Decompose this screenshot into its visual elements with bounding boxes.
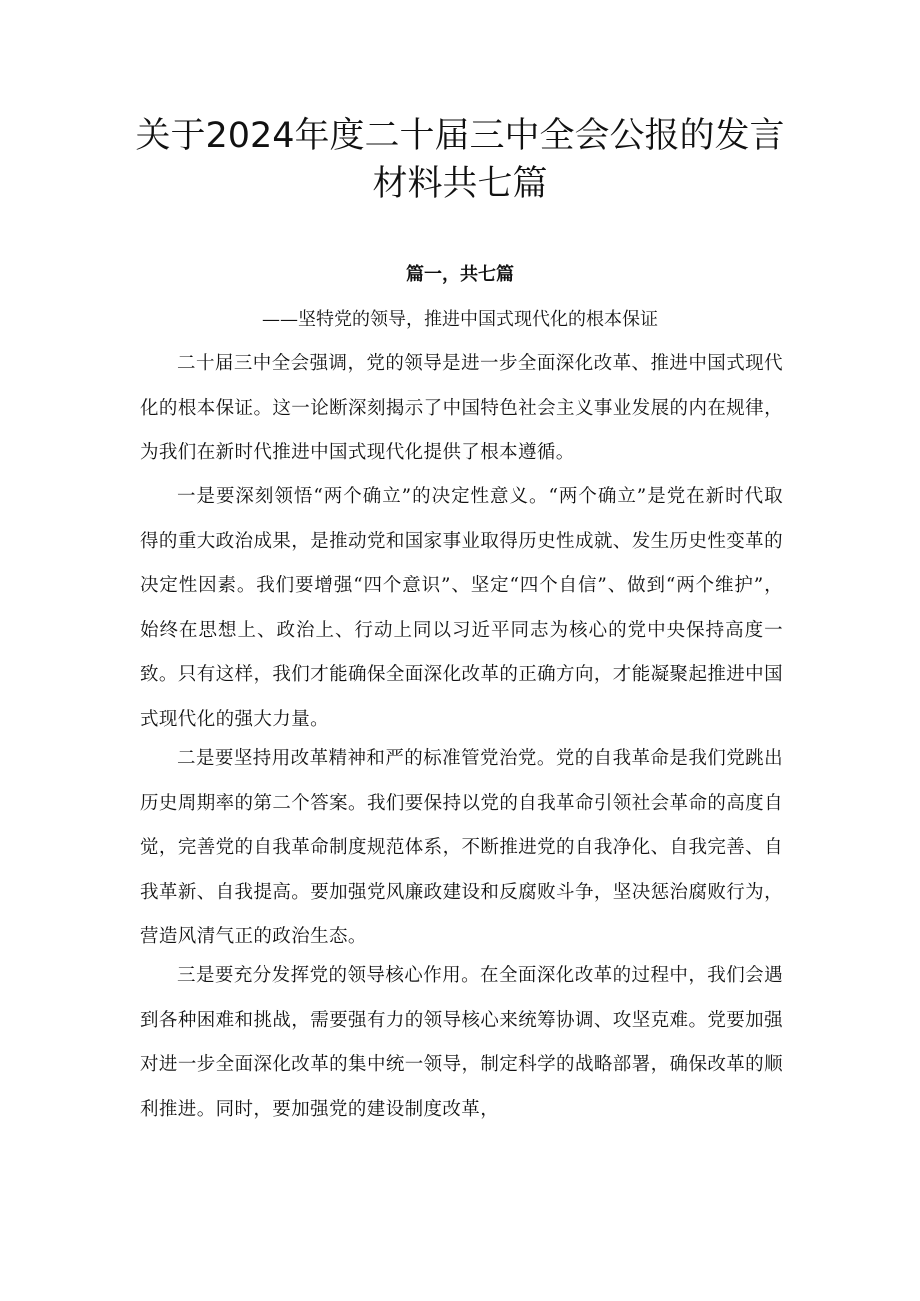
title-line-2: 材料共七篇 (372, 164, 548, 204)
paragraph-intro: 二十届三中全会强调，党的领导是进一步全面深化改革、推进中国式现代化的根本保证。这一论断深刻揭示了中国特色社会主义事业发展的内在规律，为我们在新时代推进中国式现代化提供了根本遵循。 (140, 353, 783, 463)
section-heading: 篇一，共七篇 (406, 264, 514, 285)
paragraph-point-one: 一是要深刻领悟“两个确立”的决定性意义。“两个确立”是党在新时代取得的重大政治成果，是推动党和国家事业取得历史性成就、发生历史性变革的决定性因素。我们要增强“四个意识”、坚定“四个自信”、做到“两个维护”，始终在思想上、政治上、行动上同以习近平同志为核心的党中央保持高度一致。只有这样，我们才能确保全面深化改革的正确方向，才能凝聚起推进中国式现代化的强大力量。 (140, 486, 783, 730)
paragraph-point-three: 三是要充分发挥党的领导核心作用。在全面深化改革的过程中，我们会遇到各种困难和挑战，需要强有力的领导核心来统筹协调、攻坚克难。党要加强对进一步全面深化改革的集中统一领导，制定科学的战略部署，确保改革的顺利推进。同时，要加强党的建设制度改革， (140, 965, 783, 1120)
document-title (100, 112, 820, 208)
paragraph-point-two: 二是要坚持用改革精神和严的标准管党治党。党的自我革命是我们党跳出历史周期率的第二个答案。我们要保持以党的自我革命引领社会革命的高度自觉，完善党的自我革命制度规范体系，不断推进党的自我净化、自我完善、自我革新、自我提高。要加强党风廉政建设和反腐败斗争，坚决惩治腐败行为，营造风清气正的政治生态。 (140, 748, 783, 947)
section-subtitle: ——坚特党的领导，推进中国式现代化的根本保证 (262, 309, 658, 330)
title-line-1: 关于2024年度二十届三中全会公报的发言 (135, 116, 785, 156)
